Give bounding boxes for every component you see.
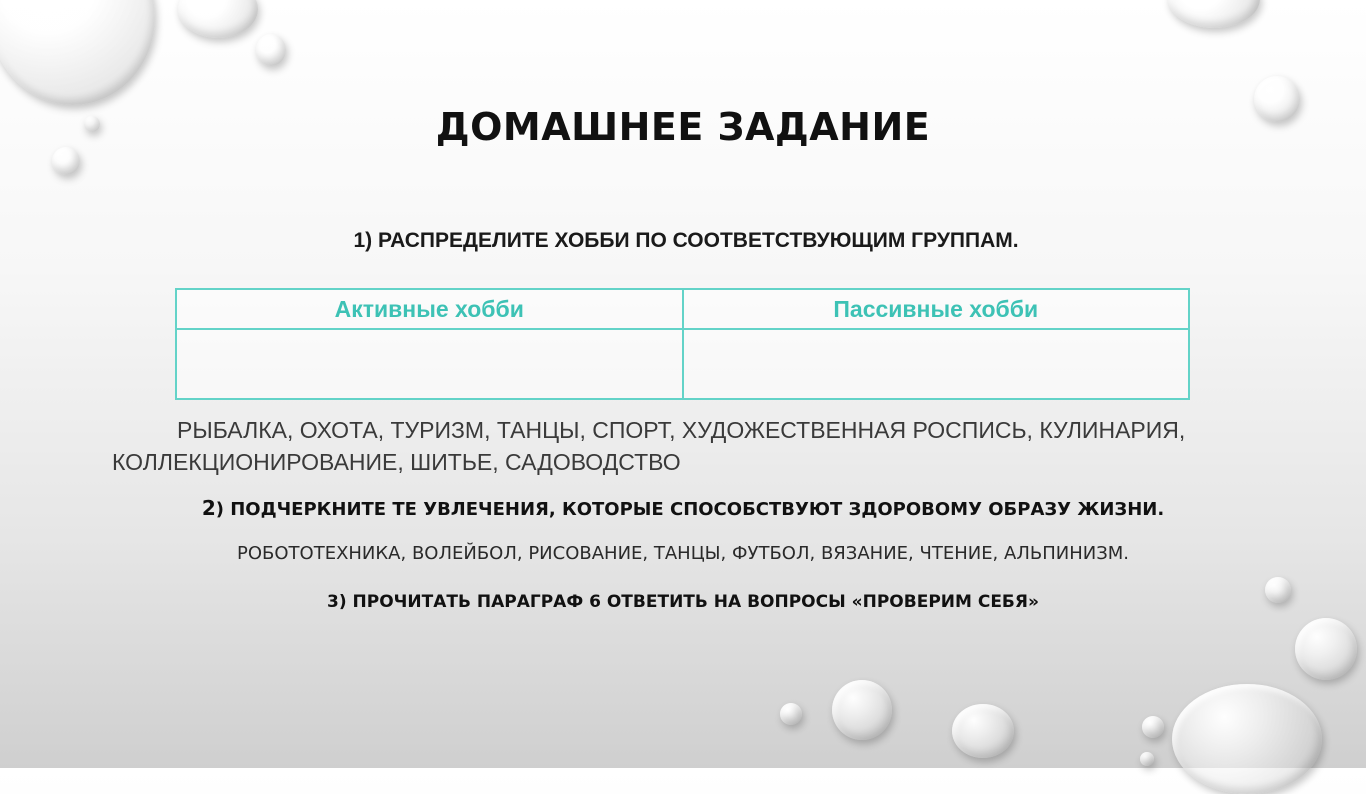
water-drop-decoration — [1142, 716, 1164, 738]
passive-hobbies-cell — [683, 329, 1190, 399]
water-drop-decoration — [0, 0, 155, 105]
active-hobbies-cell — [176, 329, 683, 399]
task-2-number: 2 — [201, 496, 216, 520]
task-1-instruction: 1) РАСПРЕДЕЛИТЕ ХОББИ ПО СООТВЕТСТВУЮЩИМ ГРУППАМ. — [353, 229, 1019, 252]
slide-title: ДОМАШНЕЕ ЗАДАНИЕ — [435, 105, 931, 149]
water-drop-decoration — [952, 704, 1014, 758]
table-row — [176, 329, 1189, 399]
water-drop-decoration — [52, 147, 80, 175]
task-2-text: ) ПОДЧЕРКНИТЕ ТЕ УВЛЕЧЕНИЯ, КОТОРЫЕ СПОСОБСТВУЮТ ЗДОРОВОМУ ОБРАЗУ ЖИЗНИ. — [215, 499, 1165, 520]
activities-list: РОБОТОТЕХНИКА, ВОЛЕЙБОЛ, РИСОВАНИЕ, ТАНЦЫ, ФУТБОЛ, ВЯЗАНИЕ, ЧТЕНИЕ, АЛЬПИНИЗМ. — [237, 543, 1129, 564]
water-drop-decoration — [832, 680, 892, 740]
hobby-list-line-1: РЫБАЛКА, ОХОТА, ТУРИЗМ, ТАНЦЫ, СПОРТ, ХУДОЖЕСТВЕННАЯ РОСПИСЬ, КУЛИНАРИЯ, — [177, 417, 1186, 443]
water-drop-decoration — [256, 34, 286, 66]
water-drop-decoration — [1172, 684, 1322, 794]
passive-hobbies-header: Пассивные хобби — [683, 289, 1190, 329]
water-drop-decoration — [1140, 752, 1154, 766]
water-drop-decoration — [780, 703, 802, 725]
task-2-instruction — [0, 496, 1366, 520]
hobby-list-line-2: КОЛЛЕКЦИОНИРОВАНИЕ, ШИТЬЕ, САДОВОДСТВО — [112, 449, 681, 475]
task-3-instruction: 3) ПРОЧИТАТЬ ПАРАГРАФ 6 ОТВЕТИТЬ НА ВОПРОСЫ «ПРОВЕРИМ СЕБЯ» — [327, 592, 1039, 612]
water-drop-decoration — [178, 0, 258, 38]
table-header-row — [176, 289, 1189, 329]
hobby-groups-table — [175, 288, 1190, 400]
water-drop-decoration — [1168, 0, 1260, 28]
hobby-list — [112, 414, 1212, 478]
active-hobbies-header: Активные хобби — [176, 289, 683, 329]
water-drop-decoration — [1295, 618, 1357, 680]
